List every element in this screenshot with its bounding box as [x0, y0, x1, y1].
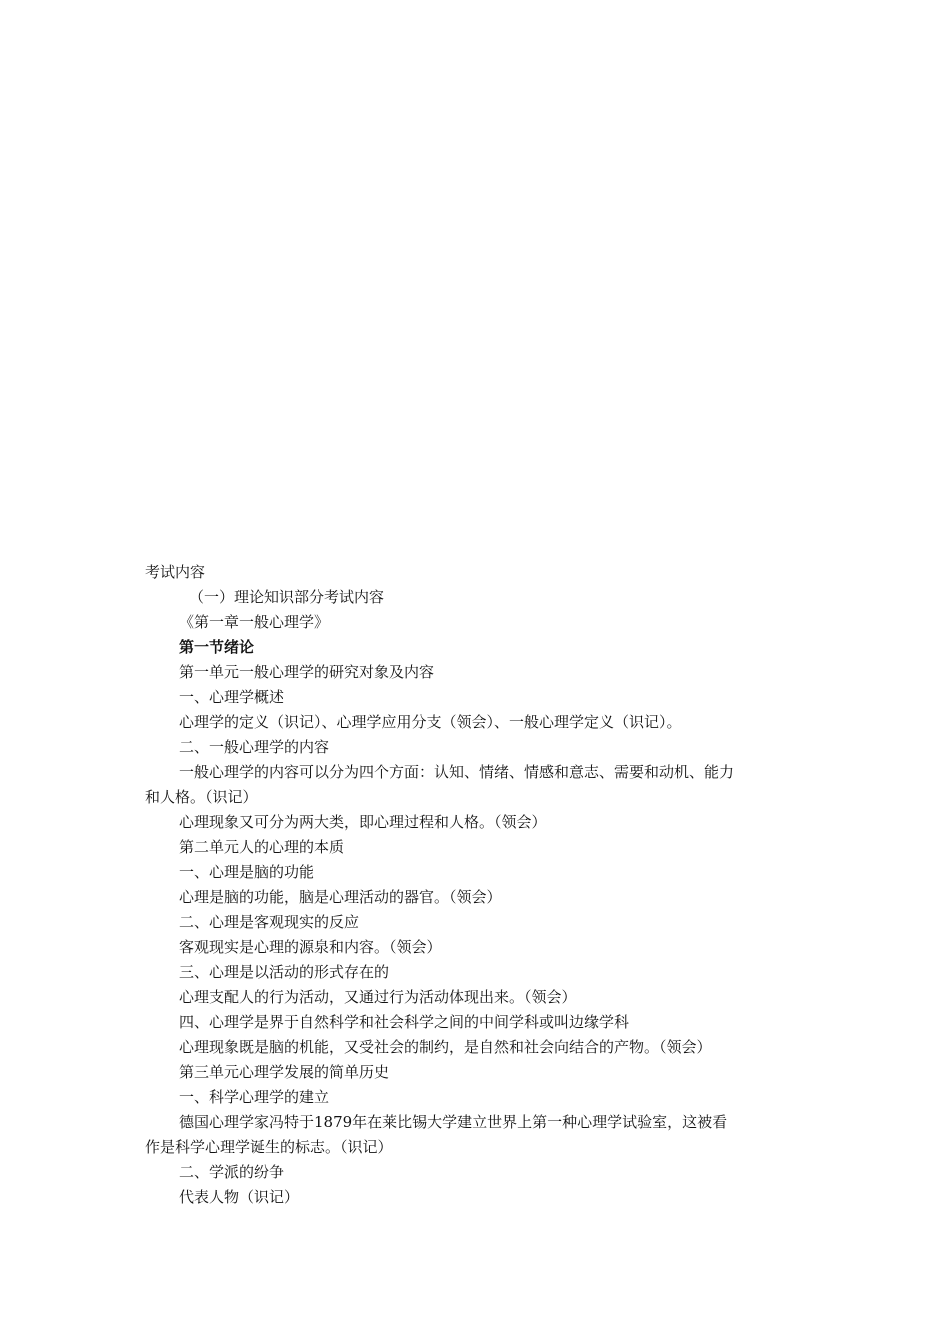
item-heading: 三、心理是以活动的形式存在的: [179, 963, 390, 981]
item-heading: 一、科学心理学的建立: [179, 1088, 330, 1106]
item-heading: 一、心理是脑的功能: [179, 863, 315, 881]
chapter-heading: 《第一章一般心理学》: [179, 613, 330, 631]
paragraph-line: 心理学的定义（识记）、心理学应用分支（领会）、一般心理学定义（识记）。: [179, 713, 682, 731]
section-title: 第一节绪论: [179, 638, 255, 656]
document-body: [145, 560, 815, 1210]
paragraph-line: 作是科学心理学诞生的标志。（识记）: [145, 1138, 393, 1156]
item-heading: 二、学派的纷争: [179, 1163, 285, 1181]
unit-heading: 第二单元人的心理的本质: [179, 838, 345, 856]
paragraph-line: 客观现实是心理的源泉和内容。（领会）: [179, 938, 442, 956]
item-heading: 四、心理学是界于自然科学和社会科学之间的中间学科或叫边缘学科: [179, 1013, 630, 1031]
section-heading: 考试内容: [145, 563, 206, 581]
paragraph-line: 德国心理学家冯特于1879年在莱比锡大学建立世界上第一种心理学试验室，这被看: [179, 1113, 728, 1131]
item-heading: 一、心理学概述: [179, 688, 285, 706]
unit-heading: 第三单元心理学发展的简单历史: [179, 1063, 390, 1081]
paragraph-line: 一般心理学的内容可以分为四个方面：认知、情绪、情感和意志、需要和动机、能力: [179, 763, 735, 781]
unit-heading: 第一单元一般心理学的研究对象及内容: [179, 663, 435, 681]
paragraph-line: 心理支配人的行为活动，又通过行为活动体现出来。（领会）: [179, 988, 577, 1006]
paragraph-line: 心理现象既是脑的机能，又受社会的制约，是自然和社会向结合的产物。（领会）: [179, 1038, 712, 1056]
part-heading: （一）理论知识部分考试内容: [189, 588, 385, 606]
item-heading: 二、一般心理学的内容: [179, 738, 330, 756]
paragraph-line: 代表人物（识记）: [179, 1188, 300, 1206]
item-heading: 二、心理是客观现实的反应: [179, 913, 360, 931]
paragraph-line: 心理是脑的功能，脑是心理活动的器官。（领会）: [179, 888, 502, 906]
paragraph-line: 和人格。（识记）: [145, 788, 258, 806]
paragraph-line: 心理现象又可分为两大类，即心理过程和人格。（领会）: [179, 813, 547, 831]
